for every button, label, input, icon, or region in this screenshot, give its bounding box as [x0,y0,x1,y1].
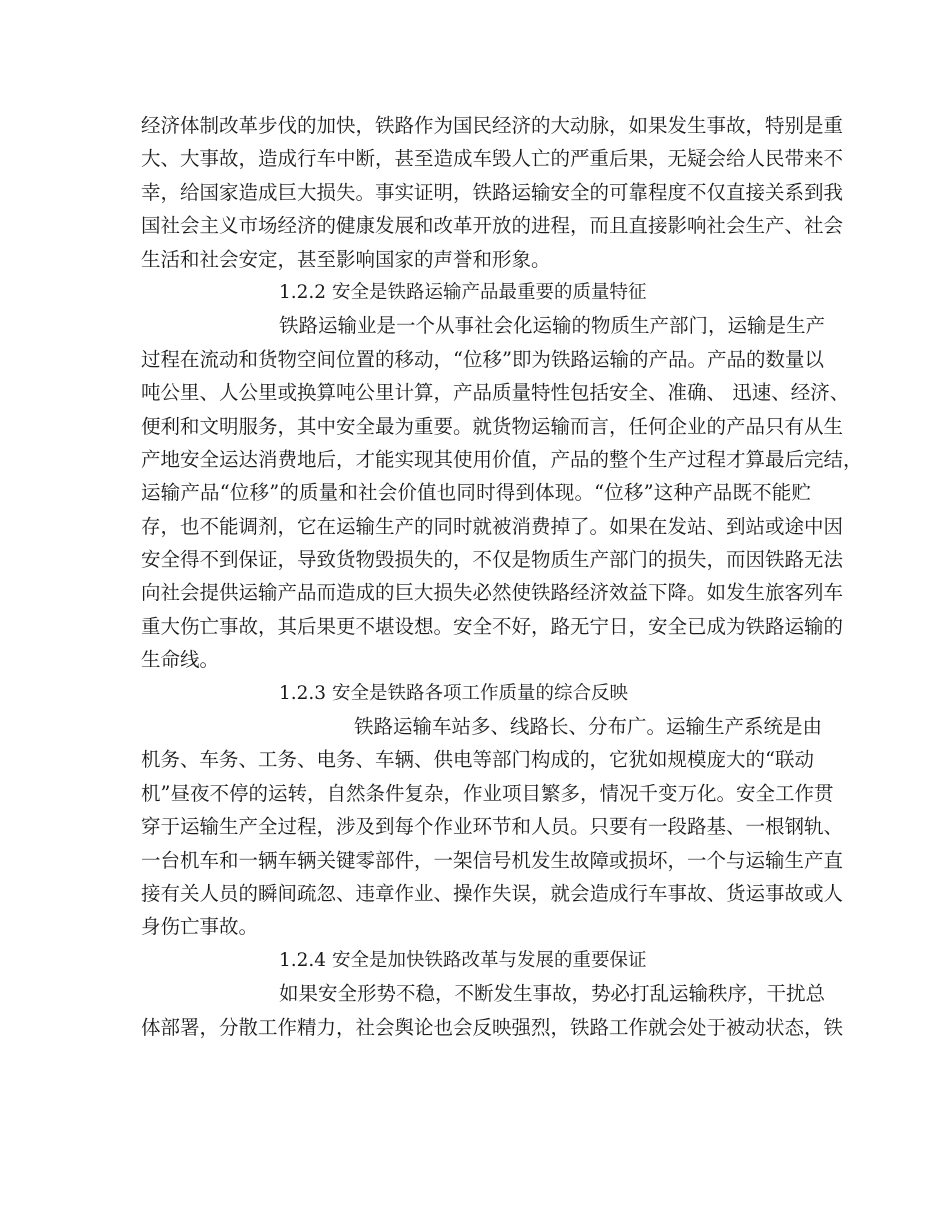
paragraph-line: 安全得不到保证，导致货物毁损失的，不仅是物质生产部门的损失，而因铁路无法 [141,548,844,572]
paragraph-line: 生活和社会安定，甚至影响国家的声誉和形象。 [141,247,551,271]
paragraph-line: 机务、车务、工务、电务、车辆、供电等部门构成的，它犹如规模庞大的“联动 [141,748,814,772]
paragraph-line: 向社会提供运输产品而造成的巨大损失必然使铁路经济效益下降。如发生旅客列车 [141,581,844,605]
paragraph-line: 穿于运输生产全过程，涉及到每个作业环节和人员。只要有一段路基、一根钢轨、 [141,815,844,839]
paragraph-line: 过程在流动和货物空间位置的移动，“位移”即为铁路运输的产品。产品的数量以 [141,347,824,371]
paragraph-line: 大、大事故，造成行车中断，甚至造成车毁人亡的严重后果，无疑会给人民带来不 [141,147,844,171]
section-heading-1-2-4: 1.2.4 安全是加快铁路改革与发展的重要保证 [279,949,647,971]
paragraph-line: 产地安全运达消费地后，才能实现其使用价值，产品的整个生产过程才算最后完结， [141,447,863,471]
paragraph-line: 吨公里、人公里或换算吨公里计算，产品质量特性包括安全、准确、 迅速、经济、 [141,381,850,405]
paragraph-line: 如果安全形势不稳，不断发生事故，势必打乱运输秩序，干扰总 [279,982,826,1006]
paragraph-line: 国社会主义市场经济的健康发展和改革开放的进程，而且直接影响社会生产、社会 [141,214,844,238]
paragraph-line: 机”昼夜不停的运转，自然条件复杂，作业项目繁多，情况千变万化。安全工作贯 [141,781,834,805]
section-heading-1-2-2: 1.2.2 安全是铁路运输产品最重要的质量特征 [279,281,647,303]
paragraph-line: 铁路运输车站多、线路长、分布广。运输生产系统是由 [354,715,823,739]
paragraph-line: 接有关人员的瞬间疏忽、违章作业、操作失误，就会造成行车事故、货运事故或人 [141,881,844,905]
paragraph-line: 体部署，分散工作精力，社会舆论也会反映强烈，铁路工作就会处于被动状态，铁 [141,1015,844,1039]
paragraph-line: 身伤亡事故。 [141,915,259,939]
paragraph-line: 幸，给国家造成巨大损失。事实证明，铁路运输安全的可靠程度不仅直接关系到我 [141,180,844,204]
paragraph-line: 一台机车和一辆车辆关键零部件，一架信号机发生故障或损坏，一个与运输生产直 [141,848,844,872]
section-heading-1-2-3: 1.2.3 安全是铁路各项工作质量的综合反映 [279,682,628,704]
paragraph-line: 生命线。 [141,648,220,672]
paragraph-line: 便利和文明服务，其中安全最为重要。就货物运输而言，任何企业的产品只有从生 [141,414,844,438]
paragraph-line: 铁路运输业是一个从事社会化运输的物质生产部门，运输是生产 [279,314,826,338]
document-body [141,109,863,1044]
paragraph-line: 运输产品“位移”的质量和社会价值也同时得到体现。“位移”这种产品既不能贮 [141,481,811,505]
paragraph-line: 经济体制改革步伐的加快，铁路作为国民经济的大动脉，如果发生事故，特别是重 [141,114,844,137]
paragraph-line: 重大伤亡事故，其后果更不堪设想。安全不好，路无宁日，安全已成为铁路运输的 [141,614,844,638]
paragraph-line: 存，也不能调剂，它在运输生产的同时就被消费掉了。如果在发站、到站或途中因 [141,514,844,538]
